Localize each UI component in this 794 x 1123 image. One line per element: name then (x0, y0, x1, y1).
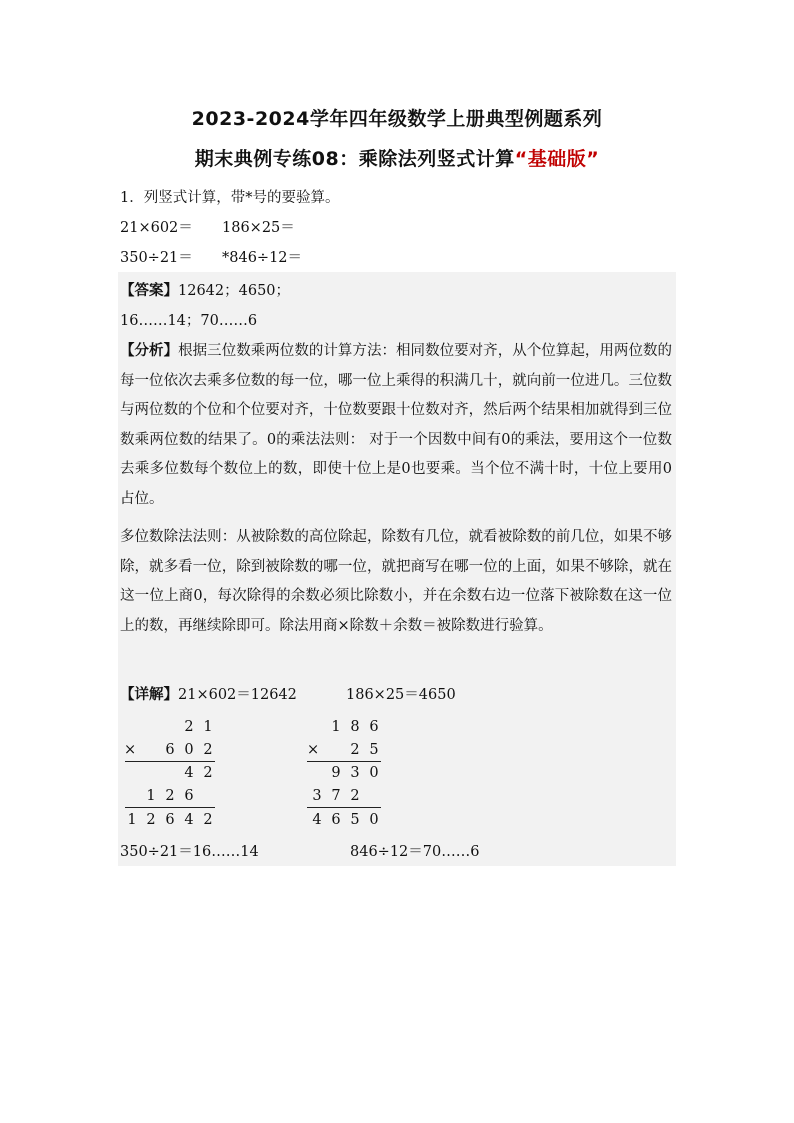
calc-digit: 1 (127, 812, 137, 828)
answer-values: 12642；4650； (178, 283, 291, 299)
calc-digit: 4 (312, 812, 322, 828)
detail-line (120, 685, 297, 705)
detail-label: 【详解】 (120, 686, 178, 703)
calc-digit: 3 (312, 788, 322, 804)
calc-digit: 6 (165, 742, 175, 758)
calc-digit: 2 (165, 788, 175, 804)
calc-digit: 2 (350, 742, 360, 758)
calc-digit: 1 (146, 788, 156, 804)
calc-digit: 0 (369, 812, 379, 828)
calc-digit: 2 (203, 742, 213, 758)
calc-digit: 6 (369, 719, 379, 735)
detail-equation: 21×602＝12642 (178, 687, 297, 703)
answer-line (120, 281, 290, 301)
multiply-sign: × (124, 742, 137, 758)
answer-label: 【答案】 (120, 282, 178, 299)
calc-digit: 8 (350, 719, 360, 735)
calc-digit: 0 (369, 765, 379, 781)
question-stem: 1．列竖式计算，带*号的要验算。 (120, 190, 340, 206)
multiply-sign: × (307, 742, 320, 758)
calc-digit: 5 (369, 742, 379, 758)
subtitle-edition-tag: “基础版” (514, 148, 600, 170)
analysis-label: 【分析】 (120, 342, 179, 359)
question-item: 21×602＝ (120, 220, 193, 236)
calc-digit: 6 (165, 812, 175, 828)
question-item: 350÷21＝ (120, 250, 193, 266)
answer-line-2: 16……14；70……6 (120, 313, 258, 329)
document-subtitle (0, 147, 794, 171)
document-title: 2023-2024学年四年级数学上册典型例题系列 (191, 108, 603, 130)
calc-digit: 4 (184, 812, 194, 828)
calc-digit: 1 (331, 719, 341, 735)
question-item: *846÷12＝ (222, 250, 303, 266)
calc-digit: 9 (331, 765, 341, 781)
calc-digit: 2 (203, 765, 213, 781)
calc-rule (307, 807, 381, 808)
question-item: 186×25＝ (222, 220, 295, 236)
analysis-paragraph (120, 336, 672, 514)
calc-digit: 5 (350, 812, 360, 828)
calc-digit: 7 (331, 788, 341, 804)
calc-digit: 6 (331, 812, 341, 828)
calc-digit: 4 (184, 765, 194, 781)
analysis-paragraph-2: 多位数除法法则：从被除数的高位除起，除数有几位，就看被除数的前几位，如果不够除，就多看一位，除到被除数的哪一位，就把商写在哪一位的上面，如果不够除，就在这一位上商0，每次除得的余数必须比除数小，并在余数右边一位落下被除数在这一位上的数，再继续除即可。除法用商×除数＋余数＝被除数进行验算。 (120, 529, 672, 634)
division-equation: 350÷21＝16……14 (120, 844, 259, 860)
calc-digit: 2 (203, 812, 213, 828)
calc-digit: 6 (184, 788, 194, 804)
subtitle-main: 期末典例专练08：乘除法列竖式计算 (194, 148, 515, 170)
analysis-text: 根据三位数乘两位数的计算方法：相同数位要对齐，从个位算起，用两位数的每一位依次去乘多位数的每一位，哪一位上乘得的积满几十，就向前一位进几。三位数与两位数的个位和个位要对齐，十位数要跟十位数对齐，然后两个结果相加就得到三位数乘两位数的结果了。0的乘法法则： 对于一个因数中间有0的乘法，要用这个一位数去乘多位数每个数位上的数，即使十位上是0也要乘。当个位不满十时，十位上要用0占位。 (120, 343, 672, 507)
calc-digit: 2 (146, 812, 156, 828)
division-equation: 846÷12＝70……6 (350, 844, 480, 860)
calc-rule (125, 807, 215, 808)
calc-digit: 0 (184, 742, 194, 758)
calc-digit: 2 (184, 719, 194, 735)
calc-rule (125, 761, 215, 762)
calc-digit: 3 (350, 765, 360, 781)
calc-rule (307, 761, 381, 762)
calc-digit: 2 (350, 788, 360, 804)
calc-digit: 1 (203, 719, 213, 735)
detail-equation: 186×25＝4650 (346, 687, 456, 703)
